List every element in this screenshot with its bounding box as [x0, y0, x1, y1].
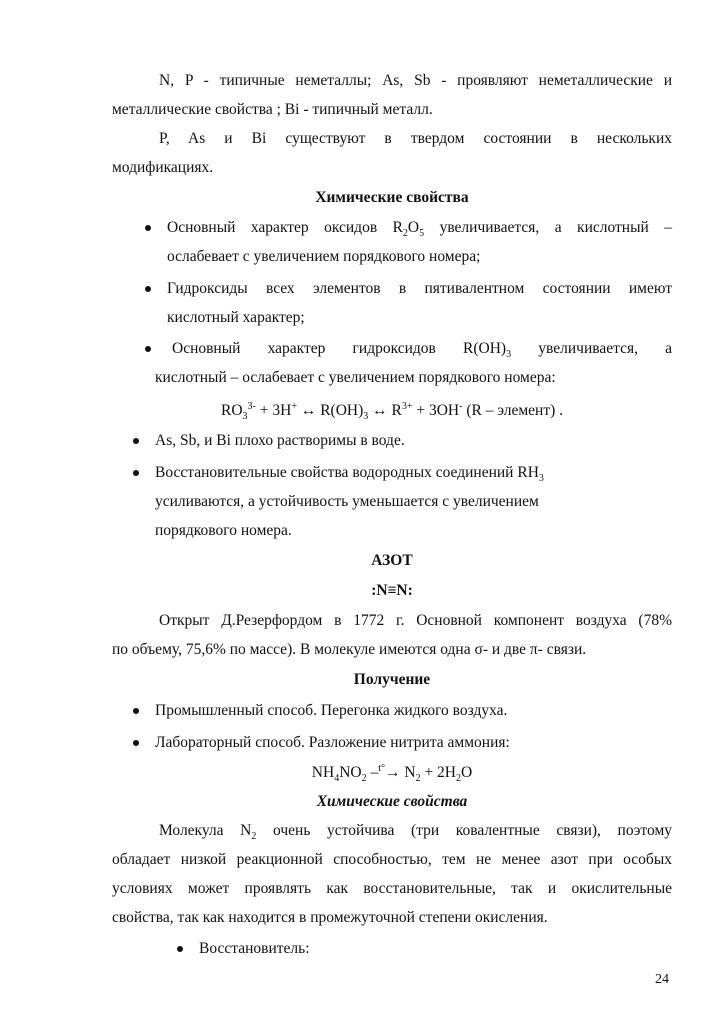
list-item [167, 213, 672, 271]
page-number: 24 [655, 972, 669, 987]
list-item-line: Основный характер оксидов $R_2O_5$ увеличивается, а кислотный – [167, 219, 672, 240]
bullet-icon [133, 740, 139, 746]
nitrogen-structure-formula: :N≡N: [371, 582, 413, 599]
nitrogen-properties-line-4: свойства, так как находится в промежуточной степени окисления. [112, 909, 548, 926]
list-item: As, Sb, и Bi плохо растворимы в воде. [155, 432, 405, 449]
bullet-icon [145, 225, 151, 231]
list-item-line: кислотный – ослабевает с увеличением порядкового номера: [155, 369, 556, 386]
bullet-icon [177, 946, 183, 952]
list-item-line: Гидроксиды всех элементов в пятивалентном состоянии имеют [167, 280, 672, 297]
list-item-line: усиливаются, а устойчивость уменьшается с увеличением [155, 493, 539, 510]
bullet-icon [133, 438, 139, 444]
list-item: Промышленный способ. Перегонка жидкого воздуха. [155, 702, 508, 719]
list-item: Лабораторный способ. Разложение нитрита аммония: [155, 734, 510, 751]
nitrogen-properties-line-1: Молекула $N_2$ очень устойчива (три ковалентные связи), поэтому [159, 822, 673, 843]
bullet-icon [133, 708, 139, 714]
nitrogen-properties-line-3: условиях может проявлять как восстановительные, так и окислительные [112, 880, 672, 897]
list-item [172, 334, 672, 363]
intro-line-2: металлические свойства ; Bi - типичный металл. [112, 101, 433, 118]
equation-ammonium-nitrite-decomposition: $NH_4NO_2$ $-^{t^\circ}\to N_2 + 2H_2O$ [311, 762, 473, 785]
nitrogen-properties-line-2: обладает низкой реакционной способностью, тем не менее азот при особых [112, 851, 672, 868]
bullet-icon [133, 470, 139, 476]
section-heading-preparation: Получение [353, 671, 431, 688]
list-item [167, 274, 672, 332]
bullet-icon [145, 286, 151, 292]
list-item-line: порядкового номера. [155, 522, 292, 539]
section-heading-chemical-properties-nitrogen: Химические свойства [316, 793, 468, 810]
list-item-line: кислотный характер; [167, 309, 305, 326]
list-item [155, 458, 672, 545]
element-title: АЗОТ [371, 552, 413, 569]
intro-line-4: модификациях. [112, 159, 214, 176]
bullet-icon [145, 346, 151, 352]
nitrogen-paragraph-line-2: по объему, 75,6% по массе). В молекуле имеются одна σ- и две π- связи. [112, 641, 587, 658]
section-heading-chemical-properties: Химические свойства [315, 189, 469, 206]
intro-line-3: P, As и Bi существуют в твердом состоянии в нескольких [159, 130, 672, 147]
list-item: Восстановитель: [199, 940, 310, 957]
nitrogen-paragraph-line-1: Открыт Д.Резерфордом в 1772 г. Основной компонент воздуха (78% [159, 612, 672, 629]
equation-hydroxide-equilibrium: $RO_3^{3-} + 3H^+$ ↔ $R(OH)_3$ ↔ $R^{3+} + 3OH^-$ (R – элемент) . [220, 400, 564, 423]
list-item-line: ослабевает с увеличением порядкового номера; [167, 248, 481, 265]
list-item-line: Основный характер гидроксидов $R(OH)_3$ увеличивается, а [172, 340, 673, 361]
intro-line-1: N, P - типичные неметаллы; As, Sb - проявляют неметаллические и [159, 72, 672, 89]
list-item-line: Восстановительные свойства водородных соединений $RH_3$ [155, 464, 544, 485]
